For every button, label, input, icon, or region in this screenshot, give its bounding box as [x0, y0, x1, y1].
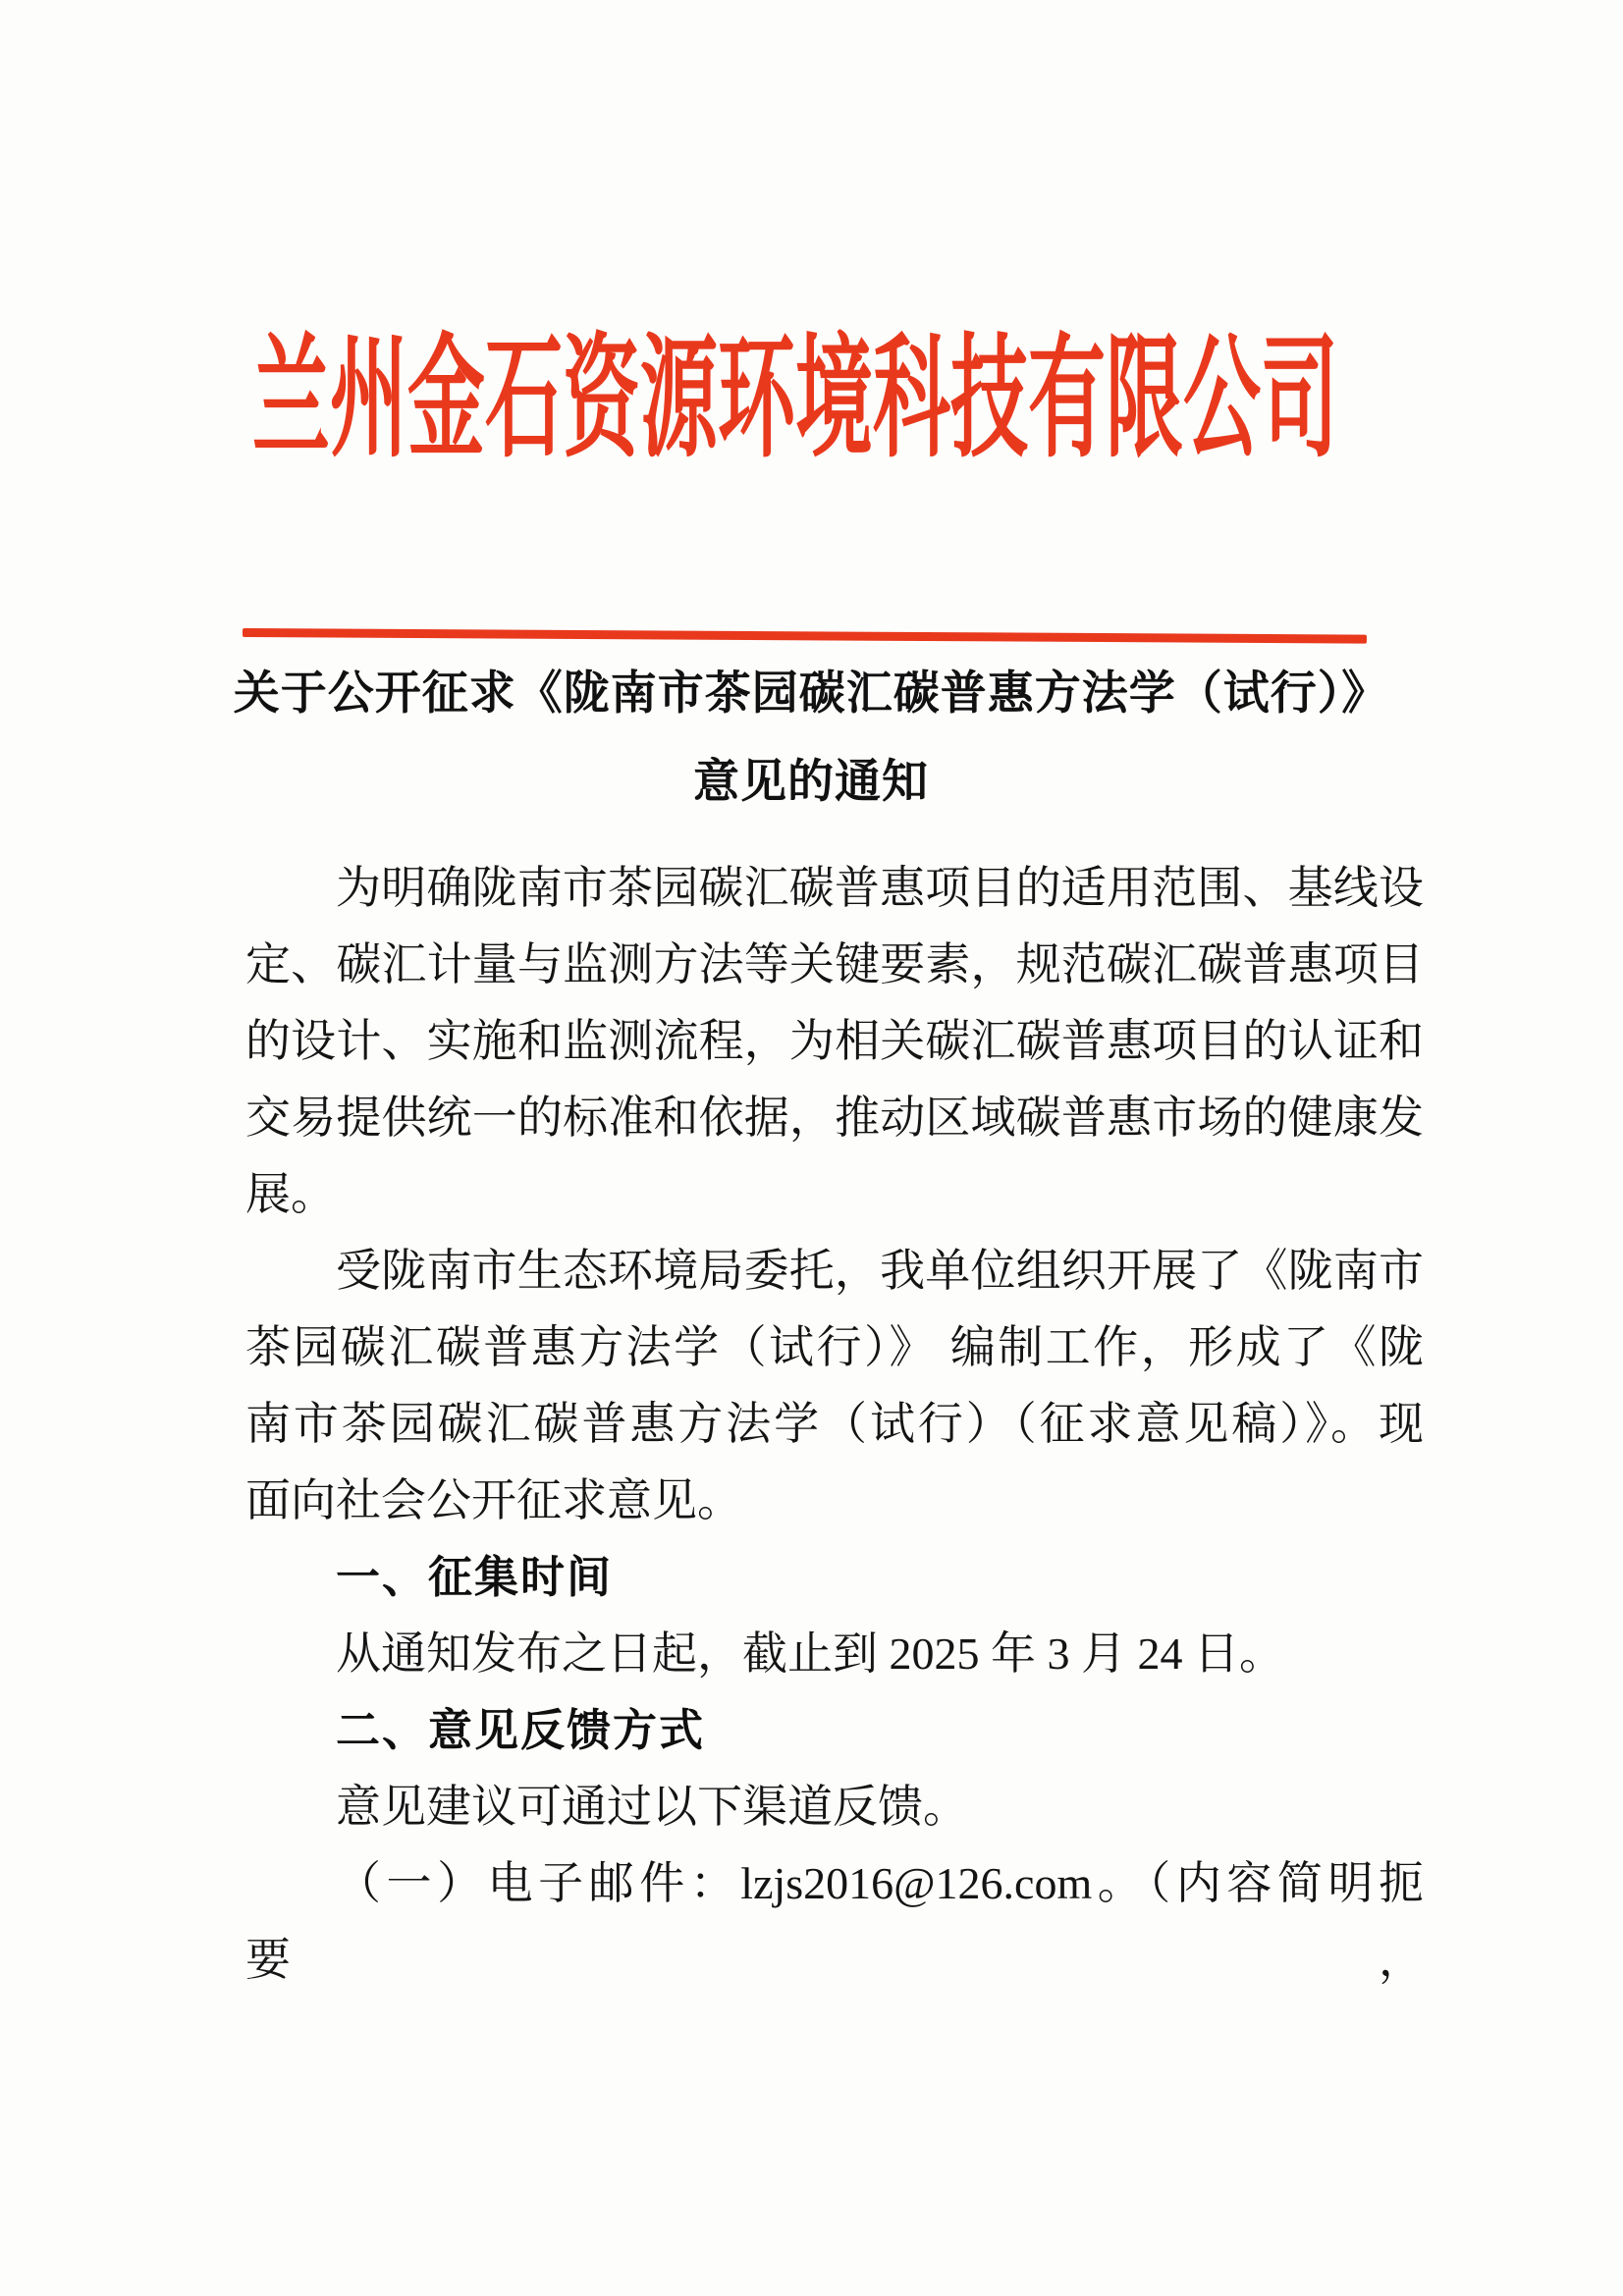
document-title	[222, 650, 1400, 827]
letterhead-divider-line	[243, 628, 1367, 644]
body-line: 为明确陇南市茶园碳汇碳普惠项目的适用范围、基线设	[336, 863, 1424, 913]
body-line: 交易提供统一的标准和依据，推动区域碳普惠市场的健康发	[245, 1093, 1424, 1143]
body-line: 定、碳汇计量与监测方法等关键要素，规范碳汇碳普惠项目	[245, 939, 1424, 989]
body-line: 茶园碳汇碳普惠方法学（试行）》 编制工作，形成了《陇	[245, 1322, 1424, 1372]
body-line: 从通知发布之日起，截止到 2025 年 3 月 24 日。	[336, 1629, 1284, 1679]
letterhead-company-name: 兰州金石资源环境科技有限公司	[252, 327, 1338, 475]
body-line: 南市茶园碳汇碳普惠方法学（试行）（征求意见稿）》。现	[245, 1399, 1424, 1449]
section-heading-feedback-method: 二、意见反馈方式	[336, 1705, 706, 1755]
letterhead	[247, 291, 1343, 475]
section-heading-collection-time: 一、征集时间	[336, 1552, 614, 1602]
document-title-line-2: 意见的通知	[693, 757, 929, 808]
body-line: 的设计、实施和监测流程，为相关碳汇碳普惠项目的认证和	[245, 1016, 1424, 1066]
document-body	[245, 850, 1424, 1985]
document-title-line-1: 关于公开征求《陇南市茶园碳汇碳普惠方法学（试行）》	[233, 668, 1389, 720]
body-line: 展。	[245, 1169, 336, 1219]
body-line: 受陇南市生态环境局委托，我单位组织开展了《陇南市	[336, 1246, 1424, 1296]
body-line-email: （一）电子邮件：lzjs2016@126.com。（内容简明扼要，	[245, 1858, 1424, 1985]
body-line: 面向社会公开征求意见。	[245, 1475, 742, 1525]
body-line: 意见建议可通过以下渠道反馈。	[336, 1782, 968, 1832]
